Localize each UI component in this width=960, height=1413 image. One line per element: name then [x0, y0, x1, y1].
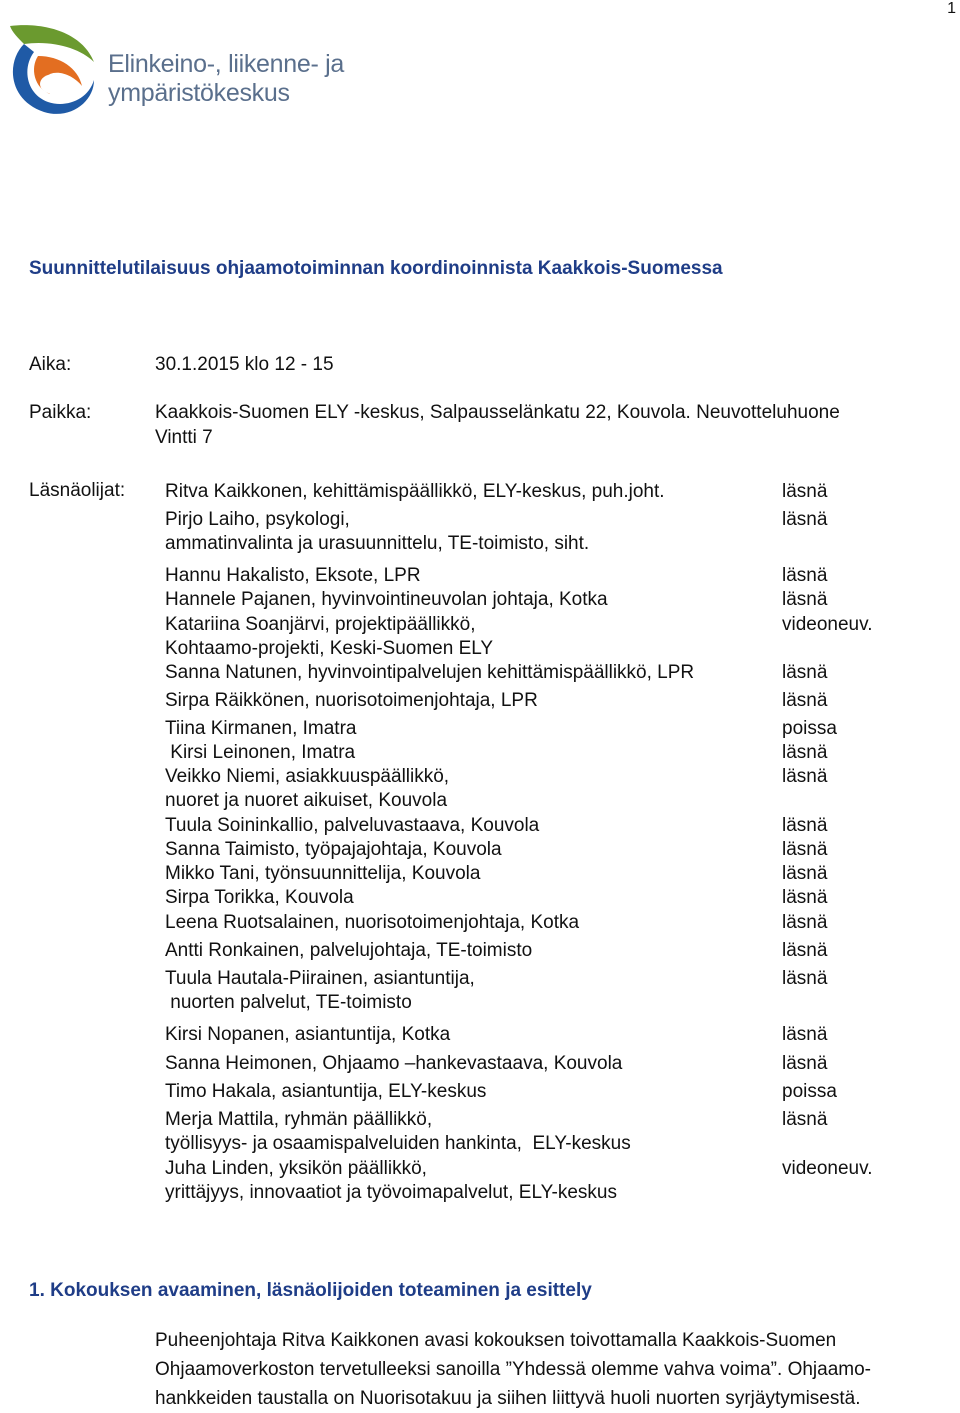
attendee-name	[165, 613, 493, 661]
attendee-line: Veikko Niemi, asiakkuuspäällikkö,	[165, 766, 450, 787]
ely-logo	[4, 22, 364, 122]
attendee-line: Antti Ronkainen, palvelujohtaja, TE-toimisto	[165, 940, 533, 961]
attendee-name	[165, 741, 355, 765]
attendance-status: läsnä	[782, 1109, 828, 1130]
section-line: Ohjaamoverkoston tervetulleeksi sanoilla ”Yhdessä olemme vahva voima”. Ohjaamo-	[155, 1359, 871, 1380]
attendee-name	[165, 1052, 622, 1076]
attendee-name	[165, 911, 579, 935]
attendee-name	[165, 661, 694, 685]
attendance-status: läsnä	[782, 509, 828, 530]
attendee-name	[165, 717, 356, 741]
attendance-status: poissa	[782, 718, 837, 739]
attendee-line: Pirjo Laiho, psykologi,	[165, 509, 350, 530]
aika-label: Aika:	[29, 354, 72, 375]
attendance-status: läsnä	[782, 912, 828, 933]
attendee-line: Tiina Kirmanen, Imatra	[165, 718, 357, 739]
attendee-name	[165, 588, 608, 612]
attendee-line: Kirsi Nopanen, asiantuntija, Kotka	[165, 1024, 451, 1045]
attendance-status: läsnä	[782, 1024, 828, 1045]
attendee-line: Kirsi Leinonen, Imatra	[165, 742, 356, 763]
section-line: Puheenjohtaja Ritva Kaikkonen avasi kokouksen toivottamalla Kaakkois-Suomen	[155, 1330, 837, 1351]
attendance-status: videoneuv.	[782, 614, 873, 635]
attendee-line: nuorten palvelut, TE-toimisto	[165, 992, 412, 1013]
attendee-name	[165, 564, 421, 588]
attendee-line: Juha Linden, yksikön päällikkö,	[165, 1158, 427, 1179]
attendee-line: Hannele Pajanen, hyvinvointineuvolan johtaja, Kotka	[165, 589, 608, 610]
attendance-status: läsnä	[782, 1053, 828, 1074]
attendee-line: Sirpa Räikkönen, nuorisotoimenjohtaja, LPR	[165, 690, 538, 711]
attendee-name	[165, 862, 480, 886]
attendee-line: Sanna Taimisto, työpajajohtaja, Kouvola	[165, 839, 502, 860]
attendee-name	[165, 689, 538, 713]
attendee-line: Leena Ruotsalainen, nuorisotoimenjohtaja, Kotka	[165, 912, 580, 933]
attendance-status: läsnä	[782, 940, 828, 961]
attendee-name	[165, 838, 502, 862]
attendance-status: läsnä	[782, 565, 828, 586]
section-heading: 1. Kokouksen avaaminen, läsnäolijoiden toteaminen ja esittely	[29, 1280, 592, 1301]
attendance-status: läsnä	[782, 815, 828, 836]
attendee-name	[165, 1157, 617, 1205]
attendee-name	[165, 480, 665, 504]
attendee-line: Ritva Kaikkonen, kehittämispäällikkö, ELY-keskus, puh.joht.	[165, 481, 665, 502]
attendance-status: läsnä	[782, 968, 828, 989]
attendance-status: videoneuv.	[782, 1158, 873, 1179]
attendance-status: läsnä	[782, 839, 828, 860]
attendee-name	[165, 886, 354, 910]
attendees-label: Läsnäolijat:	[29, 480, 126, 501]
attendee-line: ammatinvalinta ja urasuunnittelu, TE-toimisto, siht.	[165, 533, 590, 554]
attendee-line: yrittäjyys, innovaatiot ja työvoimapalvelut, ELY-keskus	[165, 1182, 617, 1203]
section-line: hankkeiden taustalla on Nuorisotakuu ja siihen liittyvä huoli nuorten syrjäytymisestä.	[155, 1388, 861, 1409]
attendance-status: läsnä	[782, 662, 828, 683]
attendee-line: Tuula Hautala-Piirainen, asiantuntija,	[165, 968, 475, 989]
ely-emblem-icon	[4, 22, 100, 118]
paikka-line-2: Vintti 7	[155, 427, 213, 448]
paikka-label: Paikka:	[29, 402, 92, 423]
attendance-status: läsnä	[782, 690, 828, 711]
aika-value: 30.1.2015 klo 12 - 15	[155, 354, 334, 375]
attendee-line: Katariina Soanjärvi, projektipäällikkö,	[165, 614, 476, 635]
attendee-name	[165, 1080, 486, 1104]
attendee-name	[165, 939, 532, 963]
attendance-status: läsnä	[782, 742, 828, 763]
paikka-line-1: Kaakkois-Suomen ELY -keskus, Salpausselänkatu 22, Kouvola. Neuvotteluhuone	[155, 402, 840, 423]
logo-wordmark	[108, 50, 344, 108]
document-title: Suunnittelutilaisuus ohjaamotoiminnan koordinoinnista Kaakkois-Suomessa	[29, 258, 723, 279]
attendee-line: Timo Hakala, asiantuntija, ELY-keskus	[165, 1081, 487, 1102]
logo-line-1: Elinkeino-, liikenne- ja	[108, 50, 344, 78]
section-body	[155, 1326, 955, 1413]
attendee-line: nuoret ja nuoret aikuiset, Kouvola	[165, 790, 448, 811]
page-number: 1	[947, 0, 956, 17]
attendee-name	[165, 1108, 631, 1156]
attendee-name	[165, 967, 475, 1015]
attendance-status: läsnä	[782, 589, 828, 610]
attendee-name	[165, 1023, 450, 1047]
logo-line-2: ympäristökeskus	[108, 79, 290, 107]
attendee-line: Merja Mattila, ryhmän päällikkö,	[165, 1109, 433, 1130]
attendee-line: Mikko Tani, työnsuunnittelija, Kouvola	[165, 863, 481, 884]
attendee-line: Sanna Natunen, hyvinvointipalvelujen kehittämispäällikkö, LPR	[165, 662, 695, 683]
attendance-status: läsnä	[782, 887, 828, 908]
attendee-name	[165, 508, 589, 556]
attendance-status: läsnä	[782, 863, 828, 884]
attendee-line: Tuula Soininkallio, palveluvastaava, Kouvola	[165, 815, 540, 836]
attendee-name	[165, 765, 449, 813]
paikka-value	[155, 400, 840, 450]
attendance-status: poissa	[782, 1081, 837, 1102]
attendee-line: Kohtaamo-projekti, Keski-Suomen ELY	[165, 638, 494, 659]
attendee-line: Sanna Heimonen, Ohjaamo –hankevastaava, Kouvola	[165, 1053, 623, 1074]
attendance-status: läsnä	[782, 766, 828, 787]
attendee-line: Hannu Hakalisto, Eksote, LPR	[165, 565, 421, 586]
attendance-status: läsnä	[782, 481, 828, 502]
attendee-line: työllisyys- ja osaamispalveluiden hankinta, ELY-keskus	[165, 1133, 631, 1154]
attendee-name	[165, 814, 539, 838]
attendee-line: Sirpa Torikka, Kouvola	[165, 887, 354, 908]
